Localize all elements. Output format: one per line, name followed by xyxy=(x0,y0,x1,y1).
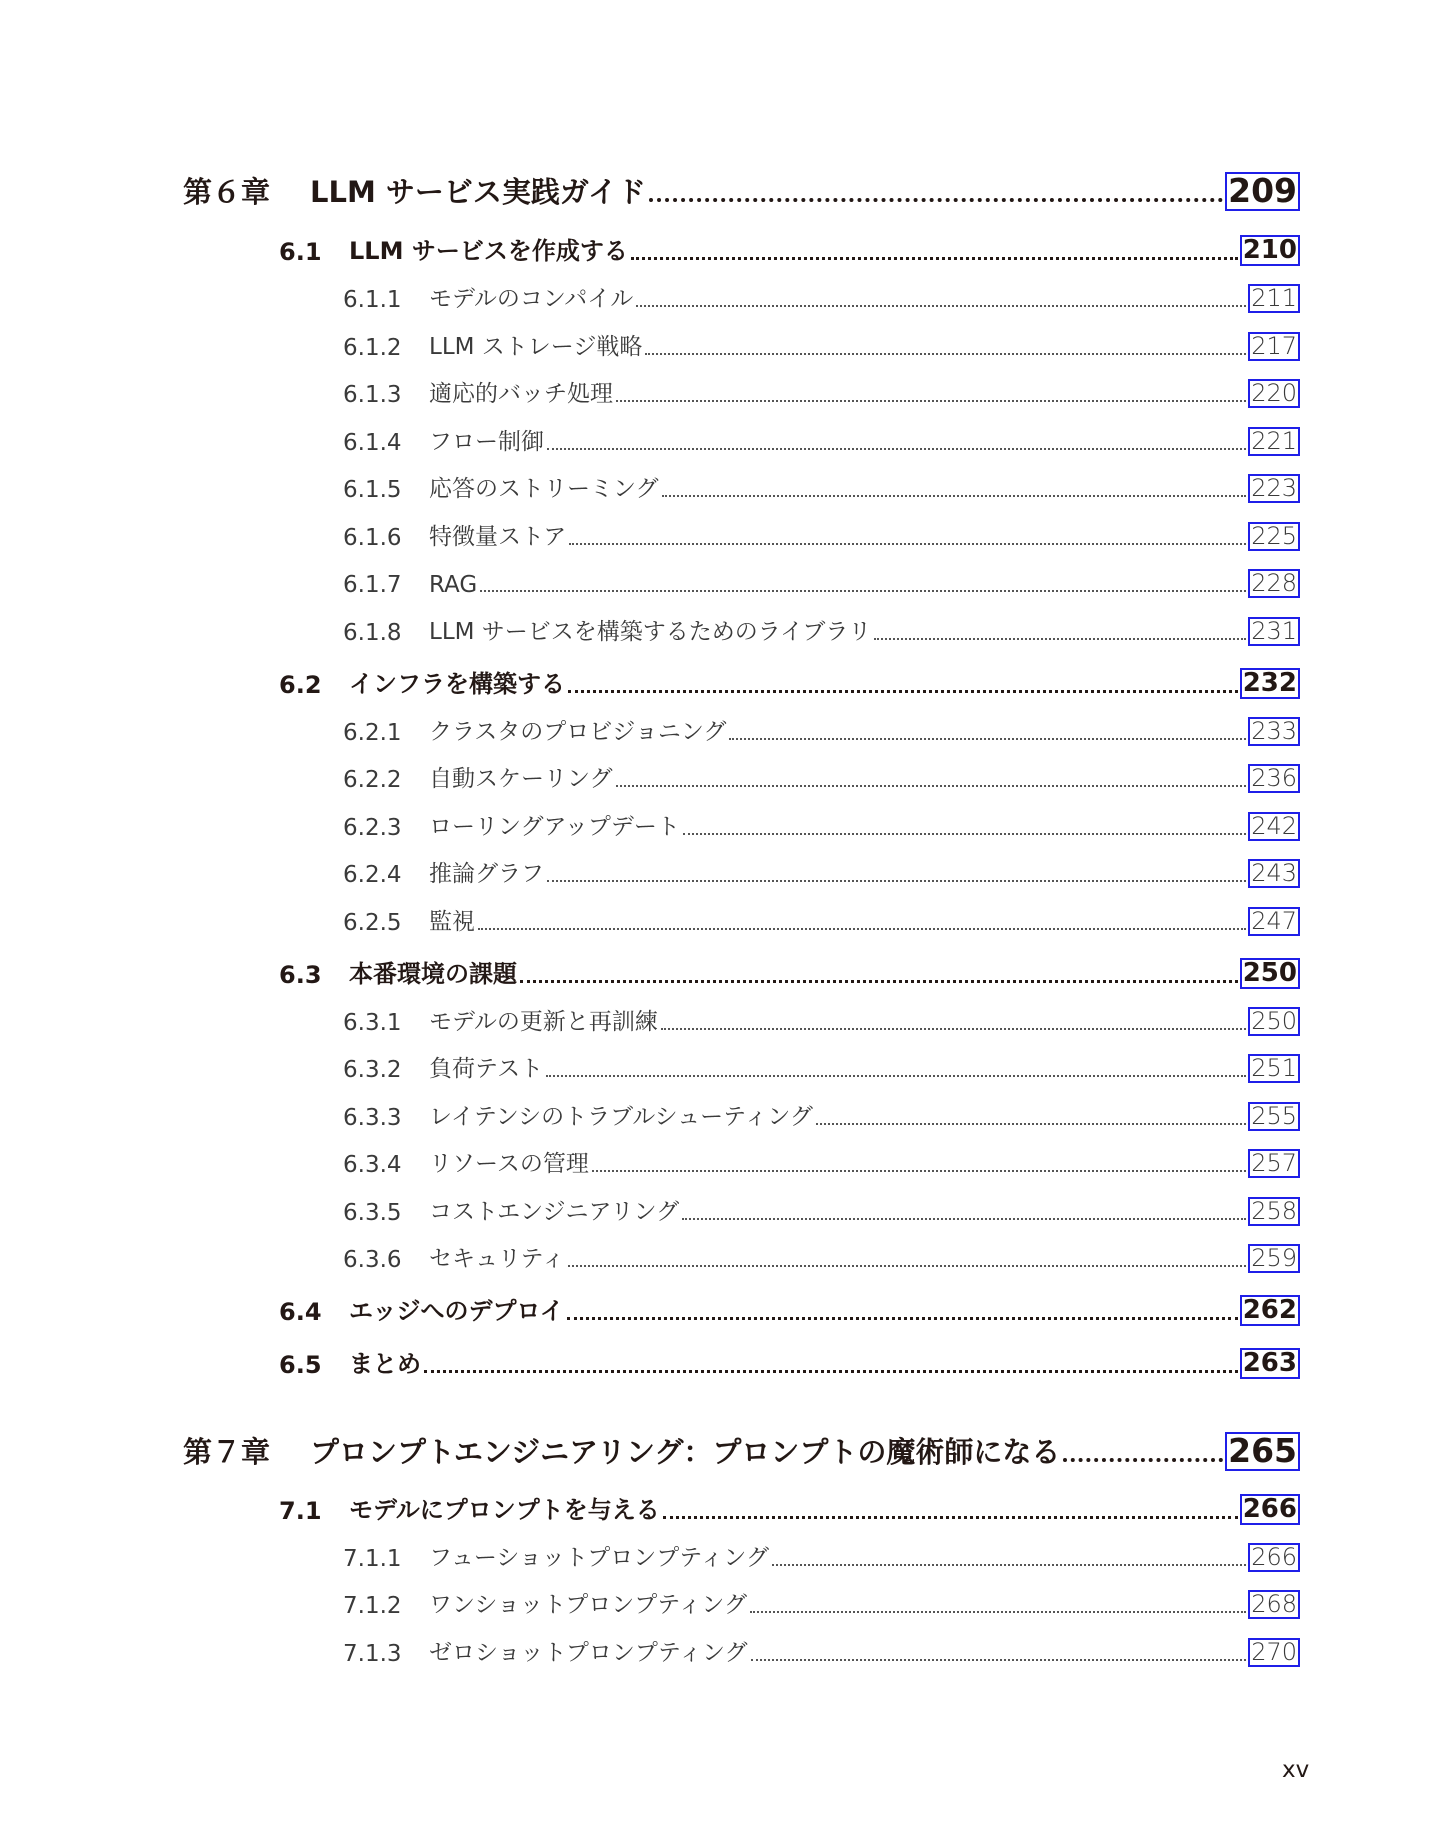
page-link[interactable]: 259 xyxy=(1248,1244,1300,1273)
entry-title: レイテンシのトラブルシューティング xyxy=(429,1104,813,1130)
page-link[interactable]: 268 xyxy=(1248,1590,1300,1619)
entry-number: 7.1.3 xyxy=(343,1641,402,1667)
entry-number: 6.1.7 xyxy=(343,572,402,598)
toc-subsection[interactable] xyxy=(343,329,1300,361)
entry-title: 応答のストリーミング xyxy=(429,476,659,502)
page-link[interactable]: 220 xyxy=(1248,379,1300,408)
entry-title: クラスタのプロビジョニング xyxy=(429,719,727,745)
toc-section[interactable] xyxy=(279,1491,1300,1525)
page-link[interactable]: 266 xyxy=(1248,1543,1300,1572)
toc-subsection[interactable] xyxy=(343,1099,1300,1131)
leader-dots xyxy=(592,1170,1246,1172)
toc-subsection[interactable] xyxy=(343,761,1300,793)
leader-dots xyxy=(661,1028,1246,1030)
leader-dots xyxy=(750,1611,1246,1613)
toc-subsection[interactable] xyxy=(343,1540,1300,1572)
toc-subsection[interactable] xyxy=(343,1241,1300,1273)
entry-title: 自動スケーリング xyxy=(429,766,613,792)
entry-title: セキュリティ xyxy=(429,1246,565,1272)
entry-title: 推論グラフ xyxy=(429,861,544,887)
entry-number: 6.2.5 xyxy=(343,910,402,936)
leader-dots xyxy=(772,1564,1246,1566)
entry-title: 本番環境の課題 xyxy=(349,960,517,988)
page-link[interactable]: 223 xyxy=(1248,474,1300,503)
entry-title: モデルのコンパイル xyxy=(429,286,634,312)
page-link[interactable]: 228 xyxy=(1248,569,1300,598)
entry-title: コストエンジニアリング xyxy=(429,1199,680,1225)
page-link[interactable]: 257 xyxy=(1248,1149,1300,1178)
toc-subsection[interactable] xyxy=(343,1635,1300,1667)
leader-dots xyxy=(682,1218,1246,1220)
page-link[interactable]: 242 xyxy=(1248,812,1300,841)
entry-number: 6.3.4 xyxy=(343,1152,402,1178)
entry-title: 適応的バッチ処理 xyxy=(429,381,613,407)
toc-subsection[interactable] xyxy=(343,904,1300,936)
entry-title: LLM サービスを作成する xyxy=(349,237,628,265)
page-link[interactable]: 262 xyxy=(1240,1295,1300,1326)
entry-title: LLM ストレージ戦略 xyxy=(429,334,643,360)
toc-subsection[interactable] xyxy=(343,1194,1300,1226)
entry-number: 6.1.8 xyxy=(343,620,402,646)
leader-dots xyxy=(645,353,1246,355)
entry-title: ローリングアップデート xyxy=(429,814,680,840)
toc-subsection[interactable] xyxy=(343,1146,1300,1178)
toc-subsection[interactable] xyxy=(343,714,1300,746)
entry-number: 6.2.2 xyxy=(343,767,402,793)
entry-title: リソースの管理 xyxy=(429,1151,589,1177)
toc-subsection[interactable] xyxy=(343,614,1300,646)
entry-number: 6.2.3 xyxy=(343,815,402,841)
page-link[interactable]: 266 xyxy=(1240,1494,1300,1525)
page-link[interactable]: 233 xyxy=(1248,717,1300,746)
leader-dots xyxy=(567,1317,1238,1320)
entry-title: インフラを構築する xyxy=(349,670,565,698)
page-link[interactable]: 209 xyxy=(1225,172,1300,211)
toc-subsection[interactable] xyxy=(343,1587,1300,1619)
page-link[interactable]: 236 xyxy=(1248,764,1300,793)
leader-dots xyxy=(636,305,1246,307)
leader-dots xyxy=(616,785,1247,787)
entry-title: プロンプトエンジニアリング：プロンプトの魔術師になる xyxy=(310,1435,1061,1469)
toc-chapter-6[interactable] xyxy=(183,167,1300,211)
toc-subsection[interactable] xyxy=(343,424,1300,456)
leader-dots xyxy=(546,1075,1246,1077)
toc-subsection[interactable] xyxy=(343,471,1300,503)
entry-title: フューショットプロンプティング xyxy=(429,1545,769,1571)
entry-number: 6.1.4 xyxy=(343,430,402,456)
entry-title: 負荷テスト xyxy=(429,1056,544,1082)
leader-dots xyxy=(1063,1458,1223,1462)
toc-subsection[interactable] xyxy=(343,376,1300,408)
entry-number: 第７章 xyxy=(183,1435,271,1469)
page-link[interactable]: 258 xyxy=(1248,1197,1300,1226)
entry-number: 6.1.2 xyxy=(343,335,402,361)
leader-dots xyxy=(569,543,1246,545)
page-link[interactable]: 250 xyxy=(1240,958,1300,989)
entry-number: 6.4 xyxy=(279,1298,322,1326)
entry-number: 6.1.5 xyxy=(343,477,402,503)
entry-title: LLM サービス実践ガイド xyxy=(310,175,647,209)
page-link[interactable]: 251 xyxy=(1248,1054,1300,1083)
entry-number: 6.2 xyxy=(279,671,322,699)
entry-number: 7.1.2 xyxy=(343,1593,402,1619)
toc-subsection[interactable] xyxy=(343,519,1300,551)
entry-title: 特徴量ストア xyxy=(429,524,567,550)
leader-dots xyxy=(683,833,1246,835)
page-link[interactable]: 211 xyxy=(1248,284,1300,313)
entry-title: ゼロショットプロンプティング xyxy=(429,1640,748,1666)
entry-title: モデルにプロンプトを与える xyxy=(349,1496,660,1524)
leader-dots xyxy=(520,980,1238,983)
page-link[interactable]: 221 xyxy=(1248,427,1300,456)
entry-number: 6.1.1 xyxy=(343,287,402,313)
entry-number: 6.1.3 xyxy=(343,382,402,408)
toc-subsection[interactable] xyxy=(343,281,1300,313)
toc-section[interactable] xyxy=(279,1292,1300,1326)
entry-number: 第６章 xyxy=(183,175,271,209)
leader-dots xyxy=(751,1659,1247,1661)
leader-dots xyxy=(568,690,1238,693)
leader-dots xyxy=(662,495,1247,497)
leader-dots xyxy=(480,590,1246,592)
toc-subsection[interactable] xyxy=(343,1051,1300,1083)
page-link[interactable]: 231 xyxy=(1248,617,1300,646)
toc-subsection[interactable] xyxy=(343,566,1300,598)
toc-chapter-7[interactable] xyxy=(183,1427,1300,1471)
entry-number: 6.3.3 xyxy=(343,1105,402,1131)
entry-number: 6.2.4 xyxy=(343,862,402,888)
entry-number: 6.3 xyxy=(279,961,322,989)
page-link[interactable]: 263 xyxy=(1240,1348,1300,1379)
toc-section[interactable] xyxy=(279,232,1300,266)
leader-dots xyxy=(874,638,1246,640)
entry-number: 6.3.2 xyxy=(343,1057,402,1083)
entry-title: LLM サービスを構築するためのライブラリ xyxy=(429,619,872,645)
page-link[interactable]: 265 xyxy=(1225,1432,1300,1471)
toc-subsection[interactable] xyxy=(343,1004,1300,1036)
leader-dots xyxy=(478,928,1246,930)
leader-dots xyxy=(663,1516,1238,1519)
entry-title: エッジへのデプロイ xyxy=(349,1297,564,1325)
entry-title: 監視 xyxy=(429,909,475,935)
entry-number: 6.3.5 xyxy=(343,1200,402,1226)
leader-dots xyxy=(424,1370,1238,1373)
entry-title: RAG xyxy=(429,572,478,598)
page-link[interactable]: 225 xyxy=(1248,522,1300,551)
page-link[interactable]: 270 xyxy=(1248,1638,1300,1667)
toc-section[interactable] xyxy=(279,665,1300,699)
page-link[interactable]: 250 xyxy=(1248,1007,1300,1036)
entry-number: 6.2.1 xyxy=(343,720,402,746)
entry-title: フロー制御 xyxy=(429,429,544,455)
leader-dots xyxy=(547,448,1246,450)
entry-title: モデルの更新と再訓練 xyxy=(429,1009,658,1035)
entry-number: 6.1 xyxy=(279,238,322,266)
entry-number: 7.1 xyxy=(279,1497,322,1525)
leader-dots xyxy=(631,257,1238,260)
entry-number: 7.1.1 xyxy=(343,1546,402,1572)
entry-title: まとめ xyxy=(349,1350,421,1378)
toc-section[interactable] xyxy=(279,955,1300,989)
leader-dots xyxy=(816,1123,1246,1125)
leader-dots xyxy=(616,400,1246,402)
leader-dots xyxy=(568,1265,1246,1267)
page-number: xv xyxy=(1282,1757,1310,1783)
page-link[interactable]: 243 xyxy=(1248,859,1300,888)
page-link[interactable]: 217 xyxy=(1248,332,1300,361)
toc-section[interactable] xyxy=(279,1345,1300,1379)
toc-subsection[interactable] xyxy=(343,856,1300,888)
page-link[interactable]: 210 xyxy=(1240,235,1300,266)
entry-number: 6.1.6 xyxy=(343,525,402,551)
entry-number: 6.3.6 xyxy=(343,1247,402,1273)
entry-number: 6.3.1 xyxy=(343,1010,402,1036)
page-link[interactable]: 232 xyxy=(1240,668,1300,699)
page-link[interactable]: 247 xyxy=(1248,907,1300,936)
leader-dots xyxy=(729,738,1246,740)
entry-number: 6.5 xyxy=(279,1351,322,1379)
toc-subsection[interactable] xyxy=(343,809,1300,841)
entry-title: ワンショットプロンプティング xyxy=(429,1592,747,1618)
leader-dots xyxy=(547,880,1246,882)
leader-dots xyxy=(649,198,1223,202)
page-link[interactable]: 255 xyxy=(1248,1102,1300,1131)
